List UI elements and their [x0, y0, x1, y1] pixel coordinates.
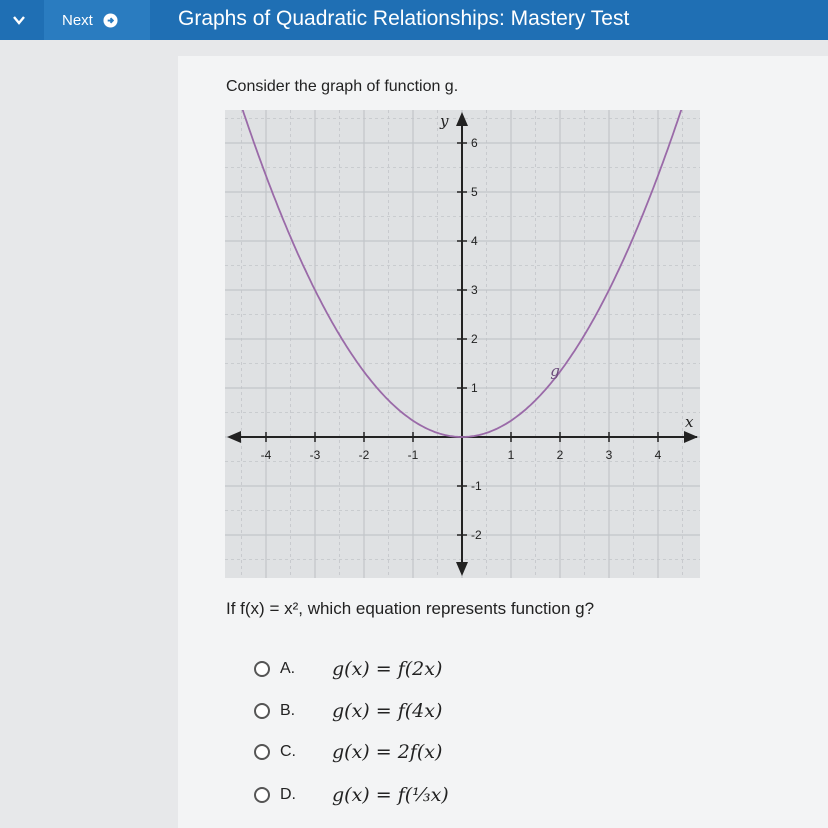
- y-tick-label: 4: [471, 234, 478, 248]
- radio-button-d[interactable]: [254, 787, 270, 803]
- y-axis-label: y: [440, 112, 449, 130]
- page-title: Graphs of Quadratic Relationships: Mastery Test: [178, 7, 630, 30]
- choice-a[interactable]: [254, 654, 442, 684]
- next-button[interactable]: [44, 0, 150, 40]
- x-tick-label: 4: [654, 448, 662, 462]
- x-tick-label: 3: [605, 448, 613, 462]
- choice-c-letter: C.: [280, 743, 296, 760]
- choice-a-letter: A.: [280, 660, 296, 677]
- next-label: Next: [62, 11, 93, 29]
- x-tick-label: -4: [260, 448, 272, 462]
- y-axis-arrow-up: [456, 112, 468, 126]
- radio-button-c[interactable]: [254, 744, 270, 760]
- chevron-down-icon[interactable]: [0, 0, 38, 40]
- y-tick-label: 3: [471, 283, 478, 297]
- y-tick-label: 6: [471, 136, 478, 150]
- radio-button-b[interactable]: [254, 703, 270, 719]
- x-tick-label: 2: [556, 448, 564, 462]
- choice-b-equation: g(x) = f(4x): [332, 700, 443, 722]
- y-tick-label: -1: [471, 479, 482, 493]
- arrow-right-circle-icon: [103, 13, 118, 28]
- y-tick-label: 1: [471, 381, 478, 395]
- choice-b-letter: B.: [280, 702, 296, 719]
- choice-d-letter: D.: [280, 786, 296, 803]
- question-prompt: Consider the graph of function g.: [226, 78, 459, 95]
- choice-d[interactable]: [254, 780, 449, 810]
- x-axis-label: x: [685, 413, 694, 431]
- x-tick-label: -2: [358, 448, 370, 462]
- radio-button-a[interactable]: [254, 661, 270, 677]
- x-tick-label: -1: [407, 448, 419, 462]
- choice-c[interactable]: [254, 737, 442, 767]
- function-graph: [225, 110, 700, 578]
- choice-a-equation: g(x) = f(2x): [332, 658, 443, 680]
- curve-label: g: [550, 361, 560, 380]
- graph-svg: [225, 110, 700, 578]
- x-axis-arrow-right: [684, 431, 698, 443]
- x-axis-arrow-left: [227, 431, 241, 443]
- y-axis-arrow-down: [456, 562, 468, 576]
- x-tick-label: 1: [507, 448, 515, 462]
- choice-b[interactable]: [254, 696, 442, 726]
- x-tick-label: -3: [309, 448, 321, 462]
- choice-d-equation: g(x) = f(⅓x): [332, 784, 449, 806]
- y-tick-label: -2: [471, 528, 482, 542]
- choice-c-equation: g(x) = 2f(x): [332, 741, 443, 763]
- top-bar: [0, 0, 828, 40]
- question-text: If f(x) = x², which equation represents function g?: [226, 599, 595, 618]
- y-tick-label: 2: [471, 332, 478, 346]
- y-tick-label: 5: [471, 185, 478, 199]
